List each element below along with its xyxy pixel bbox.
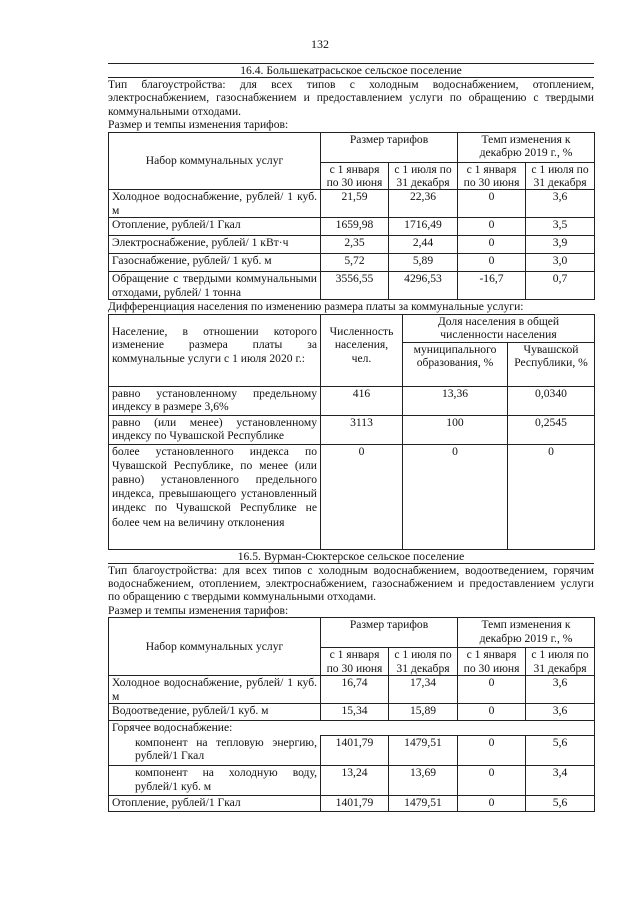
page-number: 132 [311, 37, 329, 51]
table-row: Газоснабжение, рублей/ 1 куб. м 5,72 5,89 0 3,0 [109, 254, 595, 272]
tariffs-caption: Размер и темпы изменения тарифов: [108, 118, 289, 132]
col-header-jan: с 1 января по 30 июня [321, 162, 389, 190]
table-row: Отопление, рублей/1 Гкал 1659,98 1716,49 0 3,5 [109, 218, 595, 236]
col-header-jul: с 1 июля по 31 декабря [526, 648, 595, 676]
tariff-table [108, 617, 595, 812]
col-header-jan: с 1 января по 30 июня [458, 162, 526, 190]
col-header-rate: Темп изменения к декабрю 2019 г., % [458, 618, 595, 648]
differentiation-caption: Дифференциация населения по изменению размера платы за коммунальные услуги: [108, 300, 524, 314]
col-header-jul: с 1 июля по 31 декабря [526, 162, 595, 190]
table-row: компонент на холодную воду, рублей/1 куб. м 13,24 13,69 0 3,4 [109, 766, 595, 796]
improvement-type-text: Тип благоустройства: для всех типов с холодным водоснабжением, отоплением, электроснабжением, газоснабжением и предоставлением услуги по обращению с твердыми коммунальными отходами. [108, 78, 594, 118]
table-row: Холодное водоснабжение, рублей/ 1 куб. м 21,59 22,36 0 3,6 [109, 190, 595, 218]
col-header-services: Набор коммунальных услуг [109, 618, 321, 676]
table-row: Горячее водоснабжение: [109, 721, 595, 736]
section-title: 16.4. Большекатрасьское сельское поселение [108, 63, 594, 78]
col-header-size: Размер тарифов [321, 618, 458, 648]
differentiation-table [108, 314, 595, 550]
table-row: компонент на тепловую энергию, рублей/1 Гкал 1401,79 1479,51 0 5,6 [109, 736, 595, 766]
tariffs-caption: Размер и темпы изменения тарифов: [108, 603, 289, 617]
col-header-population: Население, в отношении которого изменение размера платы за коммунальные услуги с 1 июля 2020 г.: [109, 314, 321, 386]
col-header-jul: с 1 июля по 31 декабря [389, 162, 458, 190]
col-header-services: Набор коммунальных услуг [109, 132, 321, 190]
col-header-rate: Темп изменения к декабрю 2019 г., % [458, 132, 595, 162]
section-title: 16.5. Вурман-Сюктерское сельское поселение [108, 550, 594, 564]
improvement-type-text: Тип благоустройства: для всех типов с холодным водоснабжением, водоотведением, горячим водоснабжением, отоплением, электроснабжением, газоснабжением и предоставлением услуги по обращению с твердыми коммунальными отходами. [108, 563, 594, 604]
col-header-share: Доля населения в общей численности населения [403, 314, 595, 342]
tariff-table [108, 132, 595, 301]
table-row: равно (или менее) установленному индексу по Чувашской Республике 3113 100 0,2545 [109, 415, 595, 444]
col-header-municipal: муниципального образования, % [403, 342, 508, 386]
col-header-jul: с 1 июля по 31 декабря [389, 648, 458, 676]
col-header-jan: с 1 января по 30 июня [321, 648, 389, 676]
col-header-size: Размер тарифов [321, 132, 458, 162]
col-header-republic: Чувашской Республики, % [508, 342, 595, 386]
page-content [108, 63, 594, 812]
table-row: Отопление, рублей/1 Гкал 1401,79 1479,51 0 5,6 [109, 796, 595, 812]
table-row: Электроснабжение, рублей/ 1 кВт·ч 2,35 2,44 0 3,9 [109, 236, 595, 254]
col-header-count: Численность населения, чел. [321, 314, 403, 386]
table-row: более установленного индекса по Чувашской Республике, по менее (или равно) установленного предельного индекса, превышающего установленный индекс по Чувашской Республике не более чем на величину отклонения 0 0 0 [109, 444, 595, 549]
col-header-jan: с 1 января по 30 июня [458, 648, 526, 676]
table-row: Водоотведение, рублей/1 куб. м 15,34 15,89 0 3,6 [109, 704, 595, 721]
table-row: Обращение с твердыми коммунальными отходами, рублей/ 1 тонна 3556,55 4296,53 -16,7 0,7 [109, 272, 595, 300]
table-row: Холодное водоснабжение, рублей/ 1 куб. м 16,74 17,34 0 3,6 [109, 676, 595, 704]
table-row: равно установленному предельному индексу в размере 3,6% 416 13,36 0,0340 [109, 386, 595, 415]
